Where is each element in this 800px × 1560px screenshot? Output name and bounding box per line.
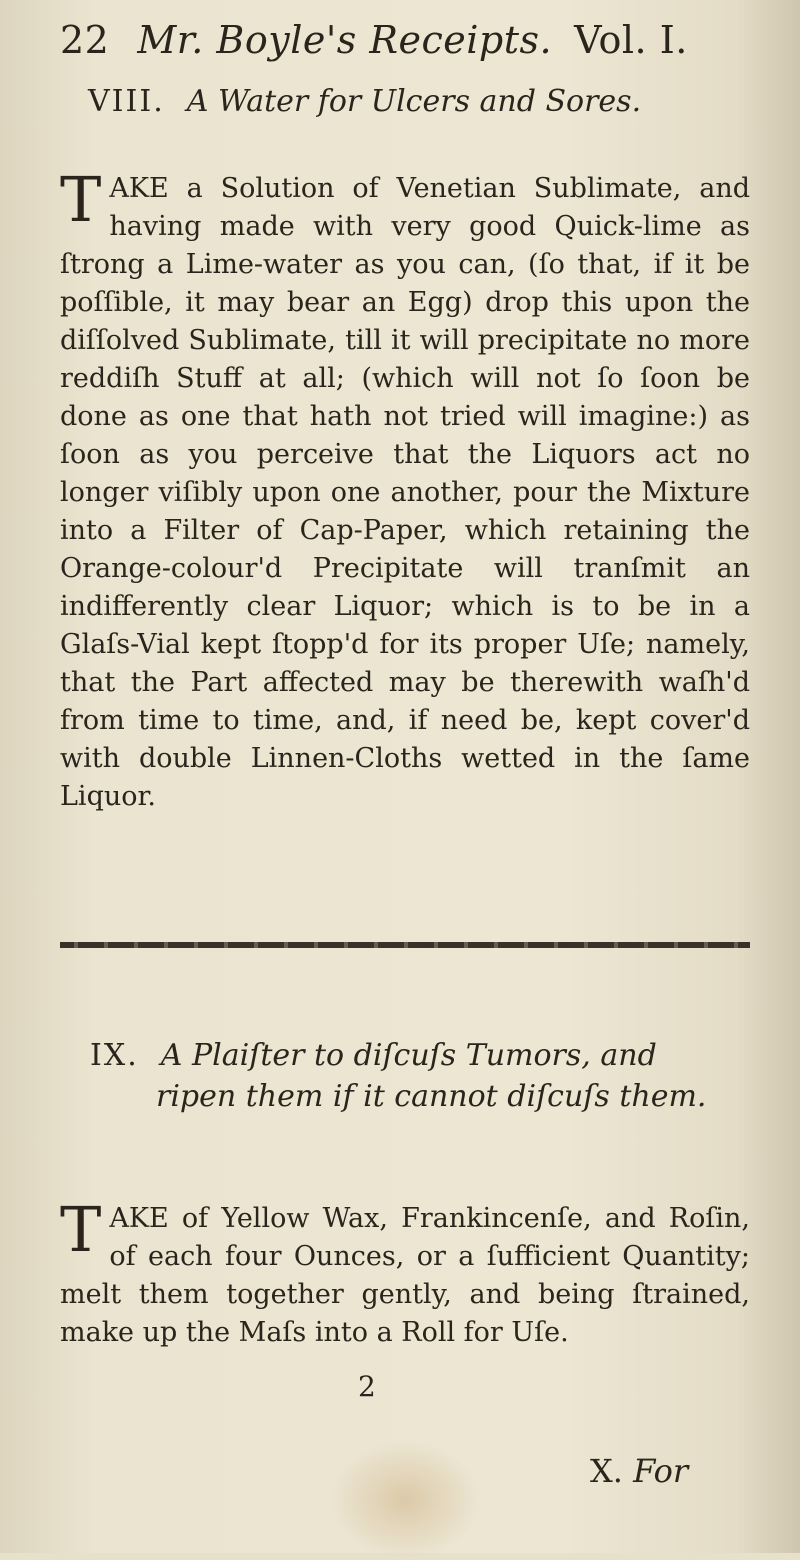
catchword-word: For (633, 1452, 689, 1490)
section-title-line2: ripen them if it cannot diſcuſs them. (156, 1079, 707, 1114)
recipe-body: AKE a Solution of Venetian Sublimate, and having made with very good Quick-lime as ſtrong a Lime-water as you can, (ſo that, if it be poſſible, it may bear an Egg) drop this upon the diſſolved Sublimate, till it will precipitate no more reddiſh Stuff at all; (which will not ſo ſoon be done as one that hath not tried will imagine:) as ſoon as you perceive that the Liquors act no longer viſibly upon one another, pour the Mixture into a Filter of Cap-Paper, which retaining the Orange-colour'd Precipitate will tranſmit an indifferently clear Liquor; which is to be in a Glaſs-Vial kept ſtopp'd for its proper Uſe; namely, that the Part affected may be therewith waſh'd from time to time, and, if need be, kept cover'd with double Linnen-Cloths wetted in the ſame Liquor. (60, 173, 750, 812)
signature-mark: 2 (358, 1370, 376, 1403)
section-number: IX. (90, 1038, 139, 1073)
section-number: VIII. (88, 84, 165, 119)
drop-cap: T (60, 1193, 102, 1266)
catchword (590, 1452, 688, 1490)
section-title-line1: A Plaiſter to diſcuſs Tumors, and (160, 1038, 657, 1073)
drop-cap: T (60, 163, 102, 236)
page-number: 22 (60, 18, 110, 62)
recipe-text-8 (60, 163, 750, 816)
running-title: Mr. Boyle's Receipts. (137, 18, 553, 62)
section-heading-8 (88, 84, 641, 119)
recipe-text-9 (60, 1193, 750, 1352)
recipe-body: AKE of Yellow Wax, Frankincenſe, and Roſin, of each four Ounces, or a ſufficient Quantity; melt them together gently, and being ſtrained, make up the Maſs into a Roll for Uſe. (60, 1203, 750, 1348)
section-title: A Water for Ulcers and Sores. (186, 84, 642, 119)
paper-stain (330, 1440, 480, 1560)
section-heading-9 (90, 1038, 706, 1114)
section-divider (60, 942, 750, 948)
catchword-number: X. (590, 1452, 623, 1490)
volume-label: Vol. I. (574, 18, 688, 62)
running-head (60, 18, 760, 62)
